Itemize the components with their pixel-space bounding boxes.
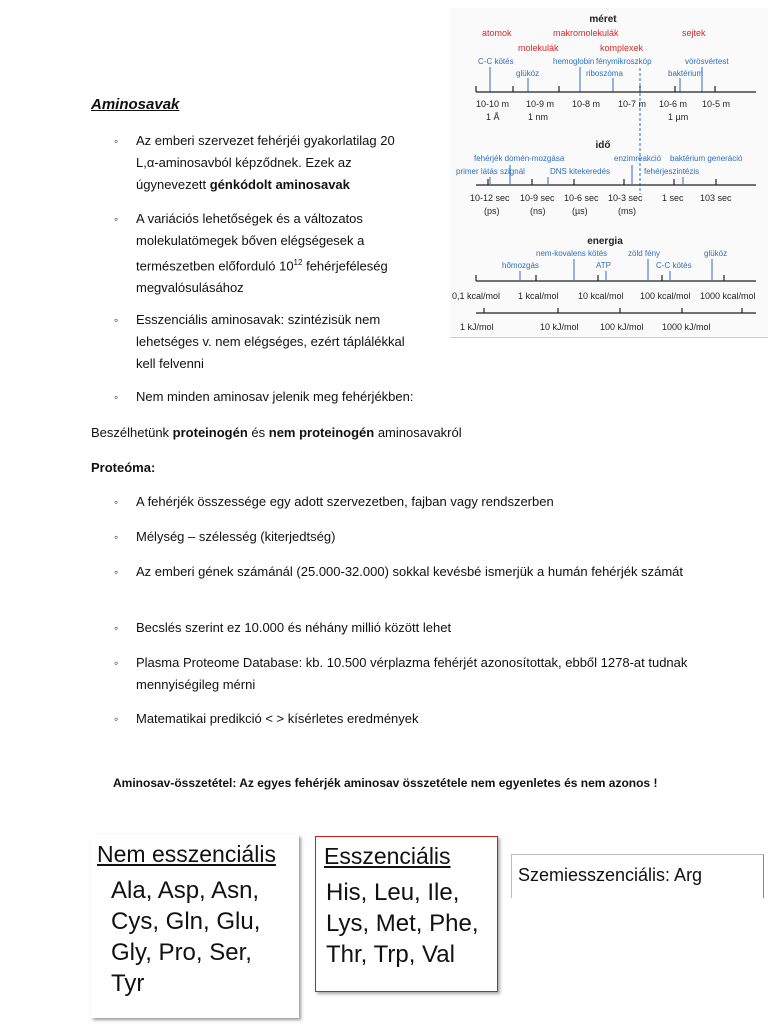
proteoma-list <box>114 708 704 730</box>
time-blue-label: fehérjék domén-mozgása <box>474 154 565 163</box>
time-sub: (µs) <box>572 206 588 216</box>
amino-list <box>324 877 489 970</box>
bullet-sup: 12 <box>293 258 303 267</box>
energy-title: energia <box>587 236 623 247</box>
amino-list <box>97 875 293 999</box>
size-blue-label: glükóz <box>516 69 540 78</box>
energy-tick: 10 kcal/mol <box>578 291 624 301</box>
bullet-text: Matematikai predikció < > kísérletes eredmények <box>136 711 419 726</box>
size-red-label: sejtek <box>682 28 706 38</box>
semi-essential-text: Szemiesszenciális: Arg <box>518 865 703 885</box>
energy-tick: 1 kcal/mol <box>518 291 559 301</box>
time-tick: 1 sec <box>662 193 684 203</box>
bullet-text: A variációs lehetőségek és a változatos molekulatömegek bőven elégségesek a természetben előforduló 10 <box>136 211 365 274</box>
time-tick: 10-12 sec <box>470 193 510 203</box>
amino-line: Cys, Gln, Glu, <box>111 908 261 935</box>
time-title: idő <box>595 140 611 151</box>
list-item <box>114 208 414 299</box>
energy-tick: 100 kcal/mol <box>640 291 691 301</box>
amino-line: Ala, Asp, Asn, <box>111 877 260 904</box>
bullet-bold: génkódolt aminosavak <box>209 177 350 192</box>
time-sub: (ms) <box>618 206 636 216</box>
para-text: aminosavakról <box>374 425 462 440</box>
box-title: Nem esszenciális <box>97 841 276 867</box>
time-blue-label: primer látás szignál <box>456 167 525 176</box>
amino-bullet-list <box>114 208 414 299</box>
size-tick: 10-8 m <box>572 99 601 109</box>
para-text: és <box>247 425 269 440</box>
time-tick: 10-6 sec <box>564 193 599 203</box>
bullet-text: fehérjeféleség megvalósulásához <box>136 258 388 296</box>
energy-kj-tick: 10 kJ/mol <box>540 322 579 332</box>
amino-line: Tyr <box>111 970 145 997</box>
energy-blue-label: zöld fény <box>628 249 661 258</box>
proteoma-list <box>114 491 704 513</box>
bullet-text: Nem minden aminosav jelenik meg fehérjékben: <box>136 389 414 404</box>
energy-kj-tick: 1000 kJ/mol <box>662 322 711 332</box>
semi-essential-box <box>511 854 764 898</box>
bullet-text: Az emberi szervezet fehérjéi gyakorlatilag 20 L,α-aminosavból képződnek. Ezek az úgynevezett <box>136 133 395 192</box>
amino-line: His, Leu, Ile, <box>326 879 460 906</box>
size-red-label: molekulák <box>518 43 559 53</box>
list-item <box>114 561 704 583</box>
bullet-text: Esszenciális aminosavak: szintézisük nem lehetséges v. nem elégséges, ezért táplálékkal kell felvenni <box>136 312 405 371</box>
list-item <box>114 708 704 730</box>
size-red-label: komplexek <box>600 43 644 53</box>
para-bold: nem proteinogén <box>268 425 375 440</box>
amino-bullet-list <box>114 386 444 408</box>
size-tick: 10-7 m <box>618 99 647 109</box>
energy-kj-tick: 100 kJ/mol <box>600 322 644 332</box>
energy-blue-label: glükóz <box>704 249 728 258</box>
list-item <box>114 652 704 696</box>
para-bold: proteinogén <box>172 425 248 440</box>
size-tick: 10-9 m <box>526 99 555 109</box>
bullet-text: Mélység – szélesség (kiterjedtség) <box>136 529 336 544</box>
proteoma-list <box>114 561 704 583</box>
time-sub: (ps) <box>484 206 500 216</box>
energy-kj-tick: 1 kJ/mol <box>460 322 494 332</box>
size-tick: 10-6 m <box>659 99 688 109</box>
size-blue-label: vörösvértest <box>685 57 729 66</box>
essential-box <box>315 836 498 992</box>
time-blue-label: baktérium generáció <box>670 154 743 163</box>
size-red-label: atomok <box>482 28 512 38</box>
time-tick: 10-3 sec <box>608 193 643 203</box>
section-title: Aminosavak <box>91 96 180 113</box>
scale-figure <box>450 8 768 338</box>
time-tick: 103 sec <box>700 193 732 203</box>
amino-line: Lys, Met, Phe, <box>326 910 479 937</box>
energy-tick: 1000 kcal/mol <box>700 291 756 301</box>
para-text: Beszélhetünk <box>91 425 173 440</box>
energy-blue-label: ATP <box>596 261 611 270</box>
size-sub: 1 Å <box>486 112 500 122</box>
time-blue-label: enzimreakció <box>614 154 662 163</box>
energy-blue-label: C-C kötés <box>656 261 692 270</box>
list-item <box>114 526 704 548</box>
amino-bullet-list <box>114 309 414 375</box>
size-blue-label: C-C kötés <box>478 57 514 66</box>
list-item <box>114 130 414 196</box>
size-tick: 10-5 m <box>702 99 731 109</box>
time-sub: (ns) <box>530 206 546 216</box>
bullet-text: Becslés szerint ez 10.000 és néhány millió között lehet <box>136 620 452 635</box>
amino-bullet-list <box>114 130 414 196</box>
box-title: Esszenciális <box>324 843 451 869</box>
list-item <box>114 617 704 639</box>
size-sub: 1 µm <box>668 112 689 122</box>
list-item <box>114 309 414 375</box>
size-blue-label: fénymikroszkóp <box>596 57 652 66</box>
size-red-label: makromolekulák <box>553 28 619 38</box>
size-blue-label: riboszóma <box>586 69 623 78</box>
amino-line: Thr, Trp, Val <box>326 941 455 968</box>
amino-line: Gly, Pro, Ser, <box>111 939 252 966</box>
size-blue-label: hemoglobin <box>553 57 595 66</box>
list-item <box>114 491 704 513</box>
bullet-text: A fehérjék összessége egy adott szervezetben, fajban vagy rendszerben <box>136 494 554 509</box>
composition-note: Aminosav-összetétel: Az egyes fehérjék aminosav összetétele nem egyenletes és nem azonos ! <box>113 776 658 790</box>
proteoma-list <box>114 617 704 639</box>
time-blue-label: fehérjeszintézis <box>644 167 700 176</box>
list-item <box>114 386 444 408</box>
proteinogen-paragraph <box>91 423 462 443</box>
size-sub: 1 nm <box>528 112 549 122</box>
energy-blue-label: hőmozgás <box>502 261 539 270</box>
proteoma-list <box>114 526 704 548</box>
size-tick: 10-10 m <box>476 99 510 109</box>
energy-blue-label: nem-kovalens kötés <box>536 249 608 258</box>
bullet-text: Plasma Proteome Database: kb. 10.500 vérplazma fehérjét azonosítottak, ebből 1278-at tudnak mennyiségileg mérni <box>136 655 688 692</box>
non-essential-box <box>91 835 299 1018</box>
bullet-text: Az emberi gének számánál (25.000-32.000) sokkal kevésbé ismerjük a humán fehérjék számát <box>136 564 683 579</box>
size-blue-label: baktérium <box>668 69 704 78</box>
size-title: méret <box>589 14 617 25</box>
energy-tick: 0,1 kcal/mol <box>452 291 501 301</box>
time-blue-label: DNS kitekeredés <box>550 167 611 176</box>
proteoma-list <box>114 652 704 696</box>
proteoma-title: Proteóma: <box>91 460 156 475</box>
time-tick: 10-9 sec <box>520 193 555 203</box>
